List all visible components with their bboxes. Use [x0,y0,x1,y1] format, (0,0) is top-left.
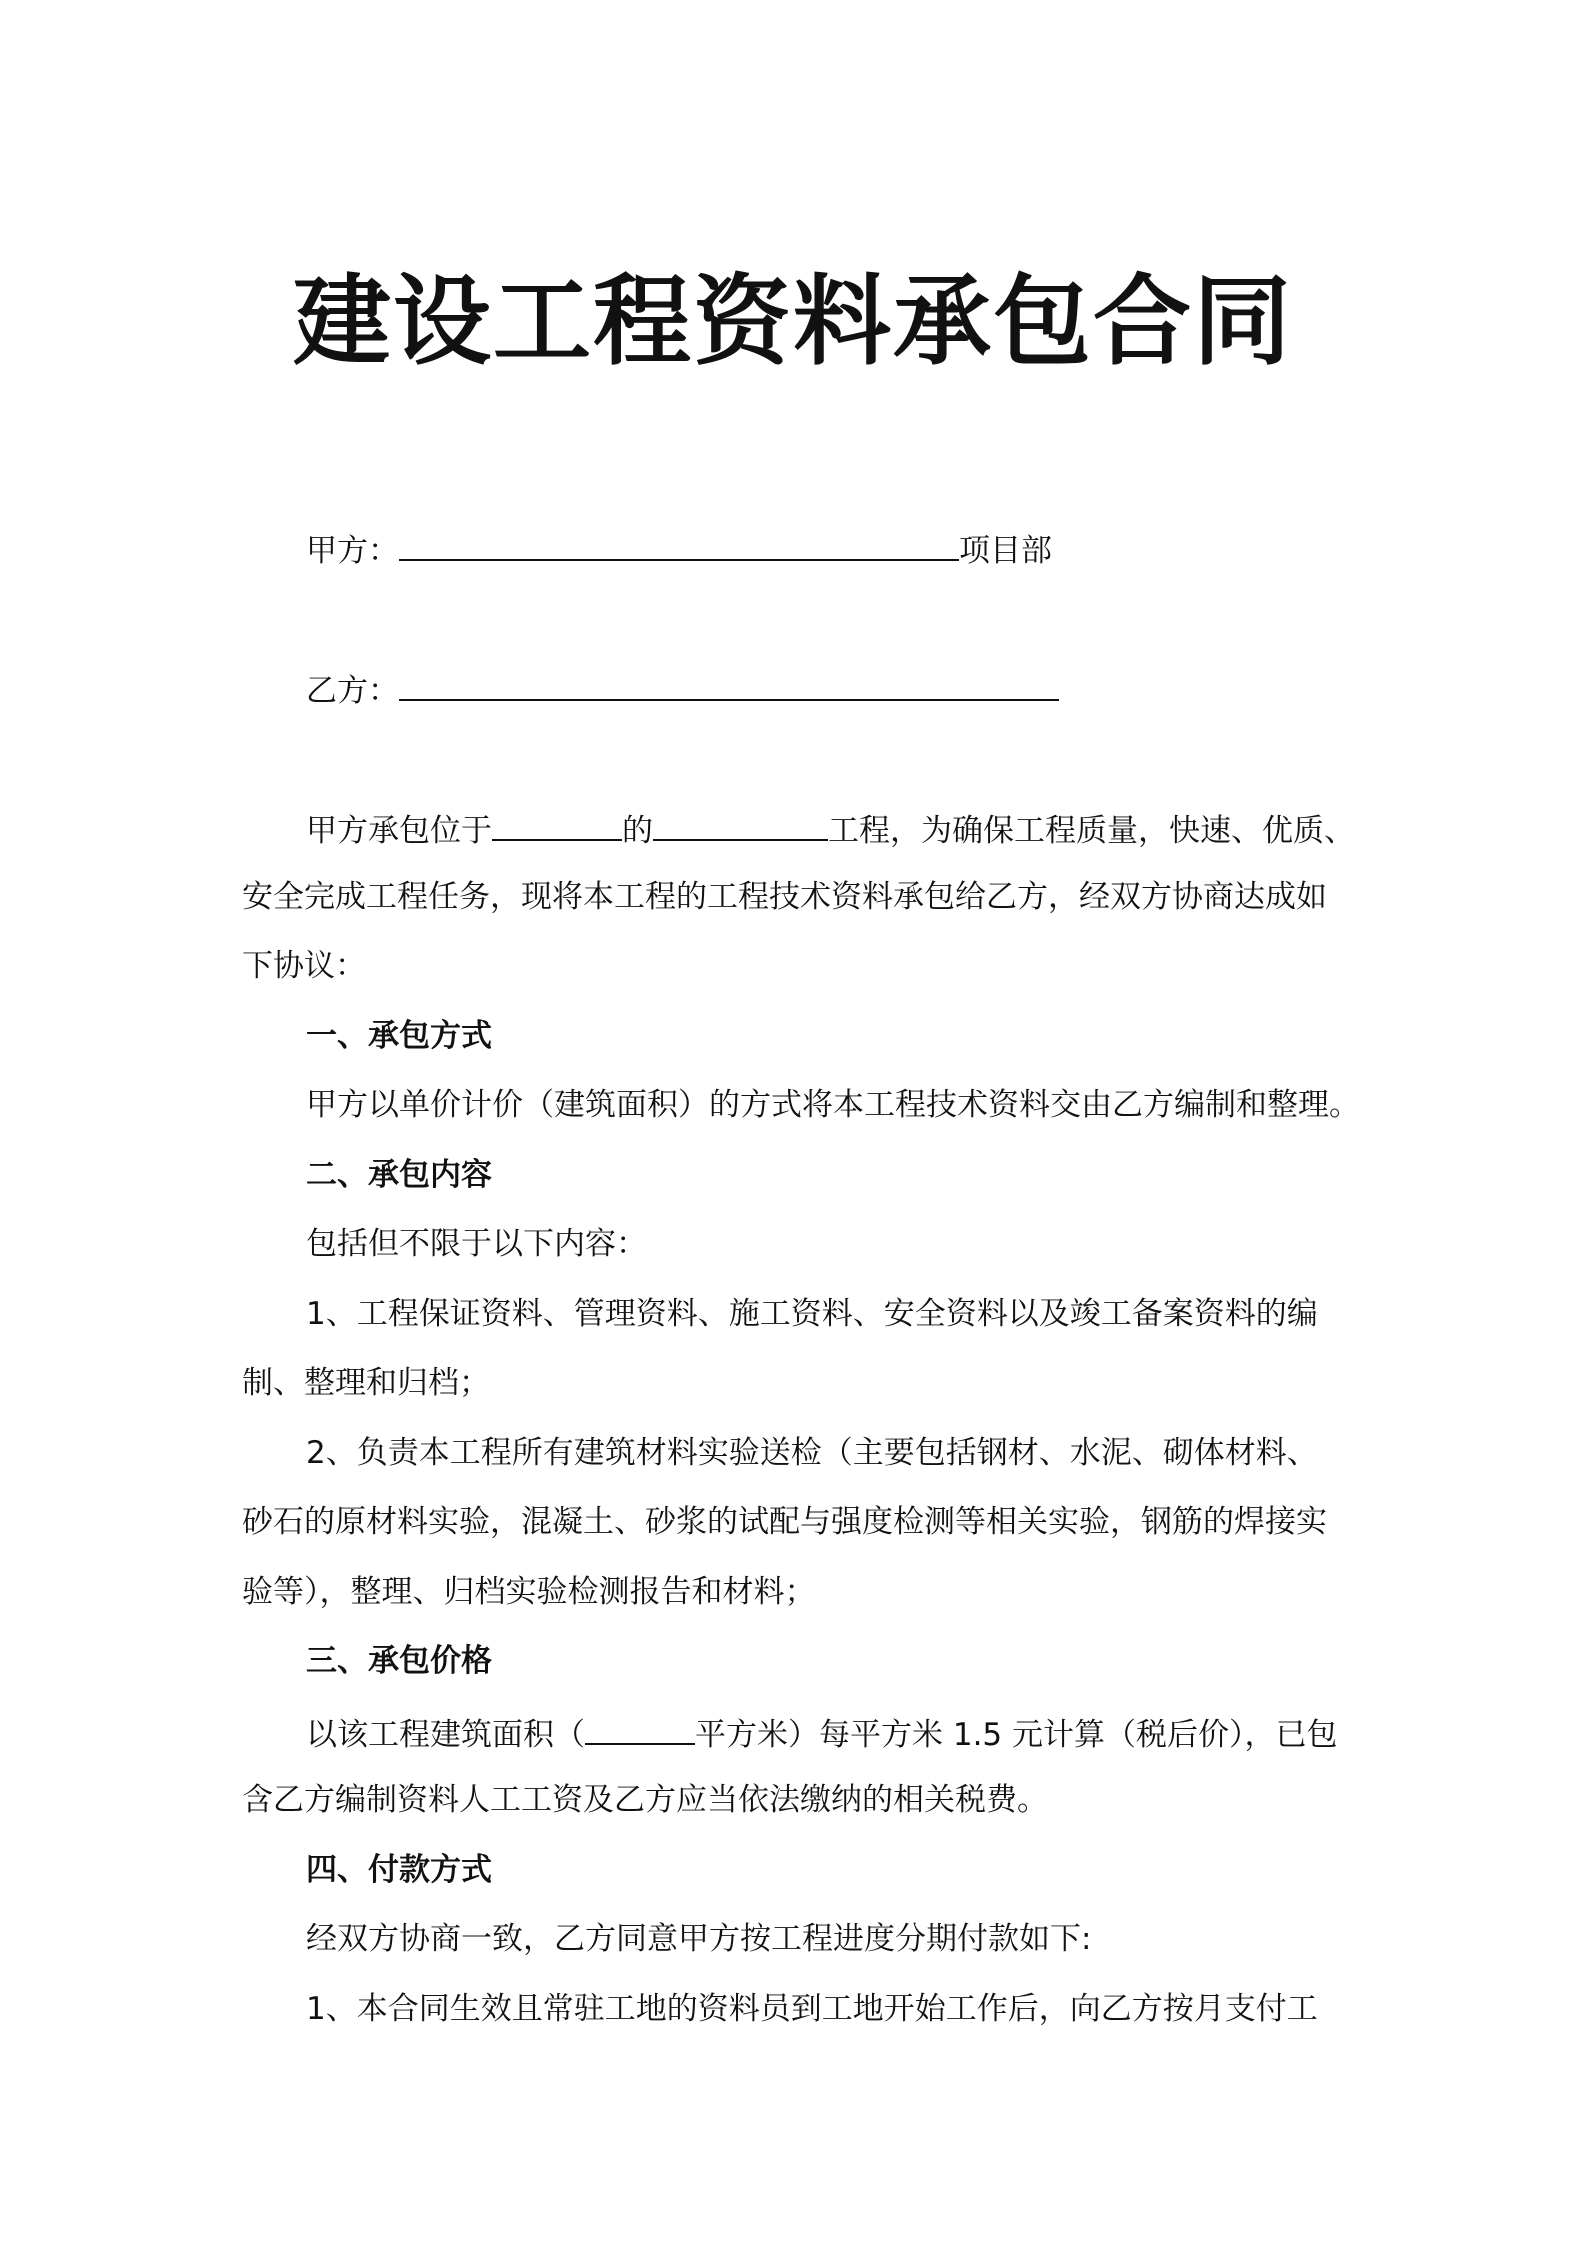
contract-title: 建设工程资料承包合同 [292,265,1293,379]
section-2-paragraph: 包括但不限于以下内容： [306,1226,647,1262]
party-a-line [306,525,1426,573]
party-a-suffix: 项目部 [959,533,1052,569]
intro-line-1 [306,805,1426,853]
section-3-text-1: 以该工程建筑面积（ [306,1717,585,1753]
area-blank[interactable] [585,1709,695,1745]
section-2-item-2-line-3: 验等），整理、归档实验检测报告和材料； [242,1574,816,1610]
intro-line-2: 安全完成工程任务，现将本工程的工程技术资料承包给乙方，经双方协商达成如 [242,879,1327,915]
party-a-blank[interactable] [399,525,959,561]
section-2-heading: 二、承包内容 [306,1157,492,1193]
section-3-line-1 [306,1709,1426,1757]
section-1-paragraph: 甲方以单价计价（建筑面积）的方式将本工程技术资料交由乙方编制和整理。 [306,1087,1360,1123]
party-b-blank[interactable] [399,665,1059,701]
section-2-item-1-line-1: 1、工程保证资料、管理资料、施工资料、安全资料以及竣工备案资料的编 [306,1296,1318,1332]
section-2-item-2-line-1: 2、负责本工程所有建筑材料实验送检（主要包括钢材、水泥、砌体材料、 [306,1435,1318,1471]
intro-text-1: 甲方承包位于 [306,813,492,849]
intro-line-3: 下协议： [242,948,366,984]
section-2-item-1-line-2: 制、整理和归档； [242,1365,490,1401]
section-3-line-2: 含乙方编制资料人工工资及乙方应当依法缴纳的相关税费。 [242,1782,1048,1818]
project-name-blank[interactable] [653,805,828,841]
section-4-item-1-line-1: 1、本合同生效且常驻工地的资料员到工地开始工作后，向乙方按月支付工 [306,1991,1318,2027]
party-b-line [306,665,1426,713]
section-2-item-2-line-2: 砂石的原材料实验，混凝土、砂浆的试配与强度检测等相关实验，钢筋的焊接实 [242,1504,1327,1540]
section-1-heading: 一、承包方式 [306,1018,492,1054]
section-3-heading: 三、承包价格 [306,1643,492,1679]
section-4-heading: 四、付款方式 [306,1852,492,1888]
intro-text-2: 的 [622,813,653,849]
section-4-paragraph: 经双方协商一致，乙方同意甲方按工程进度分期付款如下: [306,1921,1092,1957]
party-b-label: 乙方： [306,673,399,709]
location-blank[interactable] [492,805,622,841]
party-a-label: 甲方： [306,533,399,569]
intro-text-3: 工程，为确保工程质量，快速、优质、 [828,813,1355,849]
section-3-text-2: 平方米）每平方米 1.5 元计算（税后价），已包 [695,1717,1338,1753]
